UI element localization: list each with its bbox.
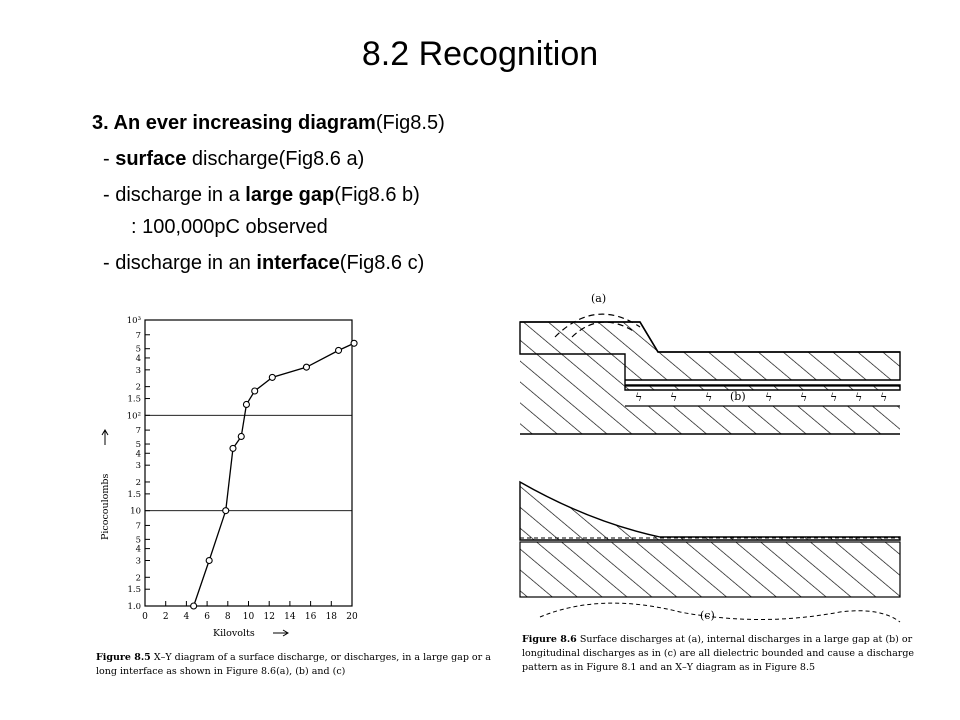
discharge-sketch (500, 282, 920, 682)
fig85-caption-text: X–Y diagram of a surface discharge, or discharges, in a large gap or a (150, 652, 491, 663)
y-tick-label: 4 (135, 353, 141, 364)
bullet-surface-bold: surface (115, 148, 187, 170)
y-tick-label: 2 (135, 477, 141, 488)
x-tick-label: 2 (162, 612, 169, 622)
data-point (351, 340, 357, 346)
bullet-interface (103, 250, 424, 276)
x-tick-label: 16 (304, 612, 317, 622)
y-tick-label: 3 (135, 461, 141, 472)
longitudinal-discharge-arc (540, 603, 900, 622)
y-tick-label: 5 (135, 344, 141, 355)
svg-text:ϟ: ϟ (800, 391, 808, 404)
slide-title: 8.2 Recognition (361, 35, 599, 73)
series-line (194, 343, 354, 606)
plot-frame (145, 320, 352, 606)
left-dielectric (520, 354, 625, 434)
fig85-caption-line2: long interface as shown in Figure 8.6(a), (b) and (c) (96, 666, 346, 677)
bullet-large-gap-bold: large gap (245, 184, 335, 206)
data-point (303, 364, 309, 370)
y-tick-label: 2 (135, 382, 141, 393)
bullet-surface-suffix: discharge(Fig8.6 a) (186, 148, 365, 170)
x-tick-label: 14 (284, 612, 296, 622)
y-tick-label: 1.0 (127, 602, 141, 612)
data-point (336, 347, 342, 353)
bullet-heading (92, 110, 445, 136)
y-tick-label: 4 (135, 544, 141, 555)
data-point (269, 374, 275, 380)
svg-text:ϟ: ϟ (830, 391, 838, 404)
lower-dielectric (625, 406, 900, 434)
bullet-surface-prefix: - (103, 148, 116, 170)
figure-8-5 (88, 310, 500, 680)
x-axis-arrow (273, 630, 288, 636)
label-b: (b) (730, 390, 746, 403)
label-a: (a) (591, 292, 607, 305)
x-tick-label: 4 (183, 612, 190, 622)
y-tick-label: 7 (135, 521, 141, 532)
y-tick-label: 10² (126, 411, 141, 422)
y-tick-label: 7 (135, 330, 141, 341)
y-axis-arrow (102, 430, 108, 445)
y-tick-label: 10 (130, 506, 141, 517)
y-tick-label: 3 (135, 365, 141, 376)
y-tick-label: 4 (135, 449, 141, 460)
interface-lower-block (520, 542, 900, 597)
fig86-caption-line3: pattern as in Figure 8.1 and an X–Y diagram as in Figure 8.5 (522, 662, 816, 673)
xy-diagram-chart (88, 310, 500, 680)
bullet-heading-bold: An ever increasing diagram (113, 112, 376, 134)
bullet-interface-suffix: (Fig8.6 c) (339, 252, 425, 274)
svg-text:ϟ: ϟ (635, 391, 643, 404)
data-point (191, 603, 197, 609)
bullet-list (0, 0, 960, 300)
y-tick-label: 7 (135, 426, 141, 437)
x-tick-label: 12 (263, 612, 275, 622)
data-point (206, 558, 212, 564)
svg-text:ϟ: ϟ (880, 391, 888, 404)
x-tick-label: 0 (142, 612, 148, 622)
x-tick-label: 8 (224, 612, 231, 622)
fig86-caption-line2: longitudinal discharges as in (c) are all dielectric bounded and cause a discharge (522, 648, 915, 659)
data-point (238, 433, 244, 439)
y-tick-label: 1.5 (127, 489, 141, 500)
bullet-interface-bold: interface (256, 252, 340, 274)
bullet-interface-prefix: - discharge in an (103, 252, 257, 274)
y-tick-label: 1.5 (127, 394, 141, 405)
y-tick-label: 2 (135, 573, 141, 584)
fig85-caption-line1 (96, 652, 491, 663)
x-tick-label: 6 (204, 612, 210, 622)
label-c: (c) (700, 609, 715, 622)
data-point (223, 508, 229, 514)
y-axis-label: Picocoulombs (100, 473, 111, 540)
svg-text:ϟ: ϟ (765, 391, 773, 404)
data-point (243, 401, 249, 407)
bullet-large-gap-prefix: - discharge in a (103, 184, 246, 206)
x-tick-label: 10 (242, 612, 255, 622)
gap-discharge-marks (635, 391, 887, 404)
fig86-caption-line1 (522, 634, 913, 645)
y-tick-label: 3 (135, 556, 141, 567)
svg-text:ϟ: ϟ (705, 391, 713, 404)
fig86-caption-text: Surface discharges at (a), internal discharges in a large gap at (b) or (576, 634, 913, 645)
x-tick-label: 20 (346, 612, 358, 622)
fig86-caption-label: Figure 8.6 (522, 634, 577, 645)
bullet-heading-prefix: 3. (92, 112, 114, 134)
bullet-observed (131, 214, 328, 240)
bullet-large-gap-suffix: (Fig8.6 b) (334, 184, 420, 206)
svg-text:ϟ: ϟ (855, 391, 863, 404)
data-point (230, 445, 236, 451)
fig85-caption-label: Figure 8.5 (96, 652, 151, 663)
x-axis-label: Kilovolts (213, 628, 255, 639)
bullet-large-gap (103, 182, 420, 208)
bullet-heading-suffix: (Fig8.5) (375, 112, 445, 134)
svg-text:ϟ: ϟ (670, 391, 678, 404)
y-tick-label: 1.5 (127, 585, 141, 596)
interface-upper-block (520, 482, 900, 540)
data-point (252, 388, 258, 394)
figure-8-6 (500, 282, 920, 682)
y-tick-label: 5 (135, 535, 141, 546)
x-tick-label: 18 (325, 612, 338, 622)
bullet-observed-text: : 100,000pC observed (131, 216, 328, 238)
y-tick-label: 10³ (126, 316, 141, 326)
y-tick-label: 5 (135, 440, 141, 451)
bullet-surface (103, 146, 364, 172)
